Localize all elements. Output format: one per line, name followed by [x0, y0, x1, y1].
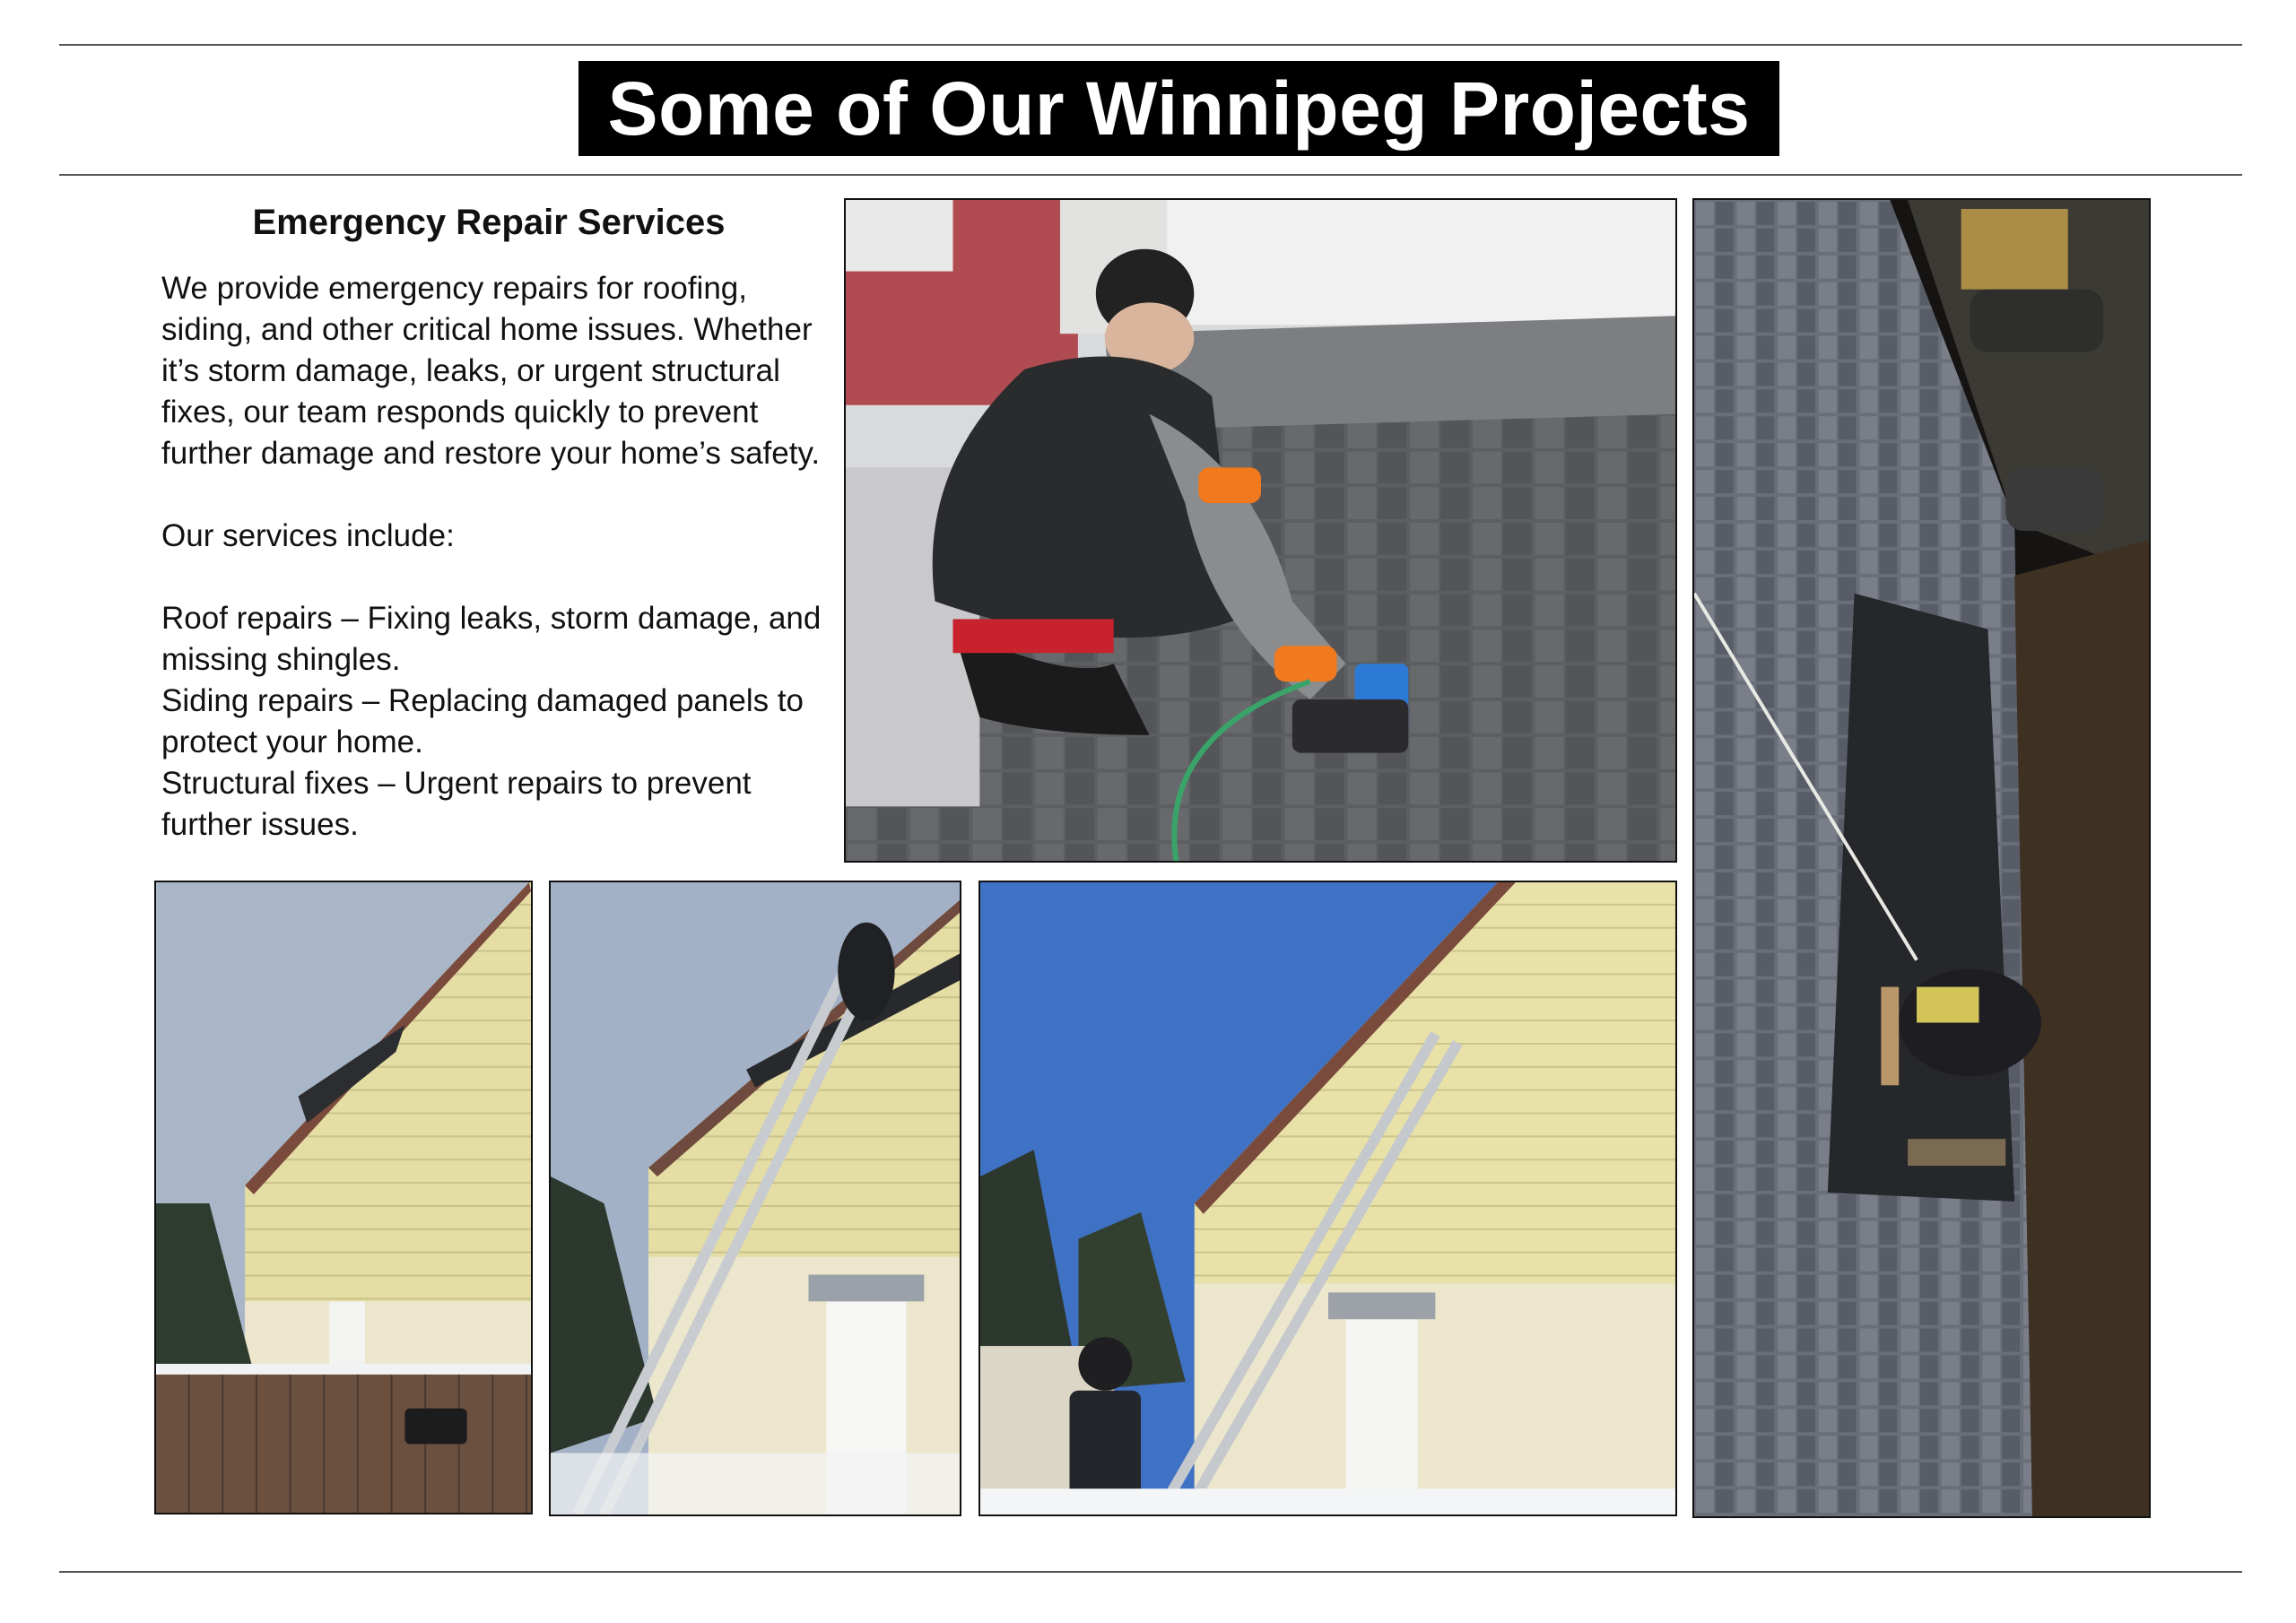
- section-heading: Emergency Repair Services: [252, 203, 726, 242]
- top-divider: [59, 44, 2242, 46]
- service-line: further issues.: [161, 807, 359, 842]
- intro-line: siding, and other critical home issues. Whether: [161, 312, 813, 347]
- title-divider: [59, 174, 2242, 176]
- services-list: [161, 598, 843, 846]
- emergency-repair-text: [161, 203, 843, 846]
- intro-line: fixes, our team responds quickly to prevent: [161, 395, 759, 430]
- page-title: Some of Our Winnipeg Projects: [578, 61, 1779, 156]
- intro-paragraph: [161, 268, 843, 474]
- worker-on-ladder-photo: [549, 881, 961, 1516]
- service-line: protect your home.: [161, 725, 423, 759]
- service-line: Structural fixes – Urgent repairs to prevent: [161, 766, 752, 801]
- siding-damage-photo: [154, 881, 533, 1515]
- night-roof-repair-photo: [1692, 198, 2151, 1518]
- roofer-nail-gun-photo: [844, 198, 1677, 863]
- services-intro: Our services include:: [161, 518, 455, 553]
- bottom-divider: [59, 1571, 2242, 1573]
- service-line: Roof repairs – Fixing leaks, storm damage, and: [161, 601, 822, 636]
- ladder-holder-photo: [978, 881, 1677, 1516]
- intro-line: We provide emergency repairs for roofing,: [161, 271, 747, 306]
- service-line: missing shingles.: [161, 642, 401, 677]
- service-line: Siding repairs – Replacing damaged panels to: [161, 683, 804, 718]
- intro-line: further damage and restore your home’s safety.: [161, 436, 821, 471]
- intro-line: it’s storm damage, leaks, or urgent structural: [161, 353, 780, 388]
